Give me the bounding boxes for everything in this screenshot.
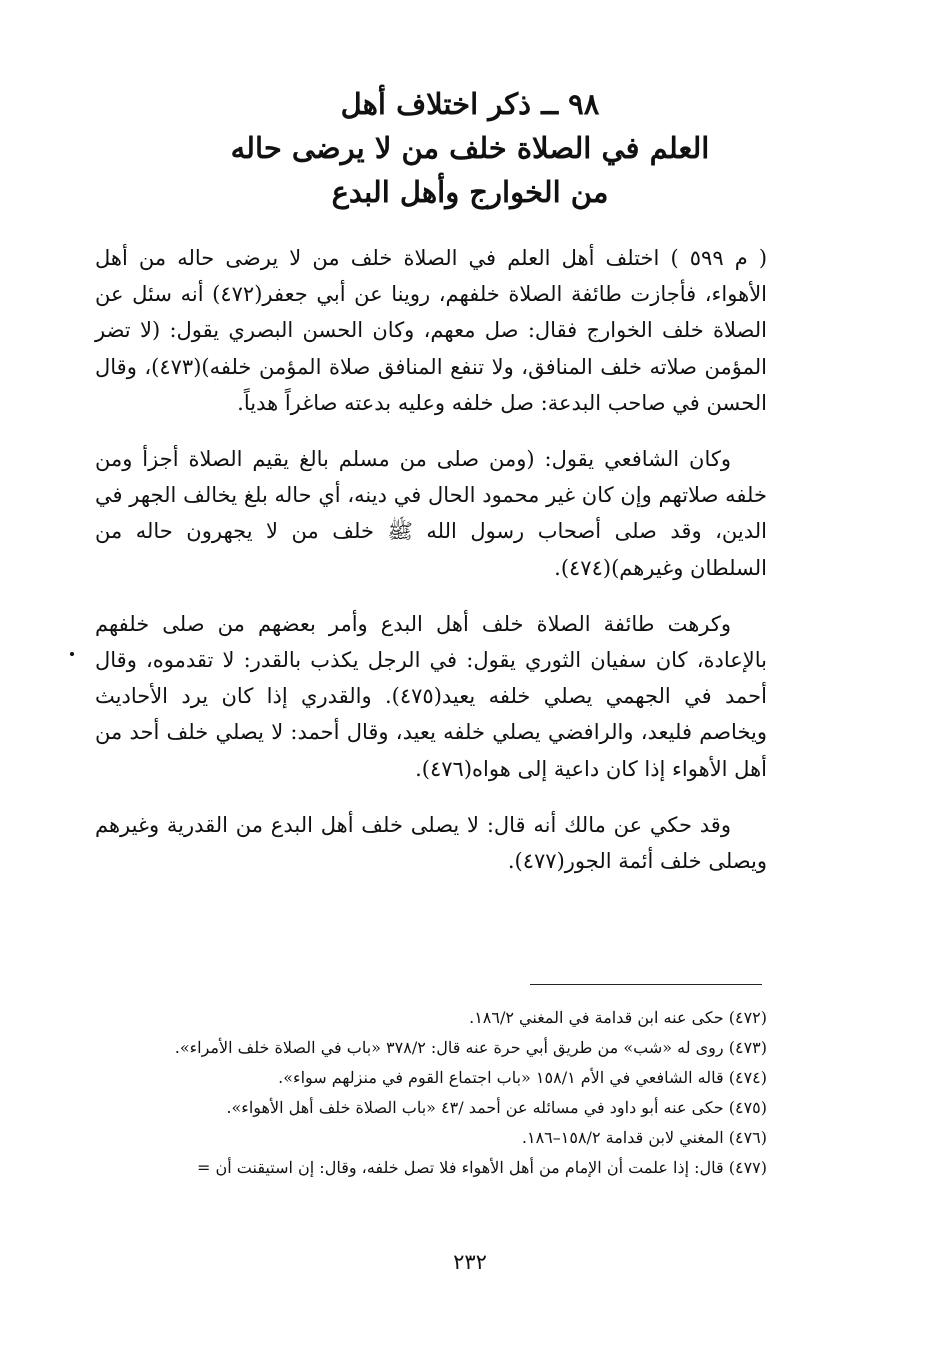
paragraph-1: ( م ٥٩٩ ) اختلف أهل العلم في الصلاة خلف من لا يرضى حاله من أهل الأهواء، فأجازت طائفة الصلاة خلفهم، روينا عن أبي جعفر(٤٧٢) أنه سئل عن الصلاة خلف الخوارج فقال: صل معهم، وكان الحسن البصري يقول: (لا تضر المؤمن صلاته خلف المنافق، ولا تنفع المنافق صلاة المؤمن خلفه)(٤٧٣)، وقال الحسن في صاحب البدعة: صل خلفه وعليه بدعته صاغراً هدياً. [95,246,768,415]
heading-line-1: ٩٨ ــ ذكر اختلاف أهل [340,87,600,121]
paragraph-3: وكرهت طائفة الصلاة خلف أهل البدع وأمر بعضهم من صلى خلفهم بالإعادة، كان سفيان الثوري يقول: في الرجل يكذب بالقدر: لا تقدموه، وقال أحمد في الجهمي يصلي خلفه يعيد(٤٧٥). والقدري إذا كان يرد الأحاديث ويخاصم فليعد، والرافضي يصلي خلفه يعيد، وقال أحمد: لا يصلي خلف أحد من أهل الأهواء إذا كان داعية إلى هواه(٤٧٦). [95,611,767,781]
chapter-heading [150,82,790,214]
body-text [95,240,767,899]
footnote-476: (٤٧٦) المغني لابن قدامة ١٥٨/٢–١٨٦. [521,1128,767,1147]
footnote-475: (٤٧٥) حكى عنه أبو داود في مسائله عن أحمد /٤٣ «باب الصلاة خلف أهل الأهواء». [226,1098,767,1117]
heading-line-3: من الخوارج وأهل البدع [331,175,609,209]
footnote-472: (٤٧٢) حكى عنه ابن قدامة في المغني ١٨٦/٢. [469,1008,767,1027]
footnote-477: (٤٧٧) قال: إذا علمت أن الإمام من أهل الأهواء فلا تصل خلفه، وقال: إن استيقنت أن = [197,1158,767,1177]
paragraph-2: وكان الشافعي يقول: (ومن صلى من مسلم بالغ يقيم الصلاة أجزأ ومن خلفه صلاتهم وإن كان غير محمود الحال في دينه، أي حاله بلغ يخالف الجهر في الدين، وقد صلى أصحاب رسول الله ﷺ خلف من لا يجهرون حاله من السلطان وغيرهم)(٤٧٤). [95,447,767,580]
footnote-474: (٤٧٤) قاله الشافعي في الأم ١٥٨/١ «باب اجتماع القوم في منزلهم سواء». [278,1068,767,1087]
footnotes [95,1003,767,1183]
heading-line-2: العلم في الصلاة خلف من لا يرضى حاله [230,131,710,165]
paragraph-4: وقد حكي عن مالك أنه قال: لا يصلى خلف أهل البدع من القدرية وغيرهم ويصلى خلف أئمة الجور(٤٧٧). [95,812,767,874]
margin-mark [70,652,74,656]
footnote-divider [530,984,762,985]
footnote-473: (٤٧٣) روى له «شب» من طريق أبي حرة عنه قال: ٣٧٨/٢ «باب في الصلاة خلف الأمراء». [174,1038,767,1057]
page-number: ٢٣٢ [453,1250,487,1274]
